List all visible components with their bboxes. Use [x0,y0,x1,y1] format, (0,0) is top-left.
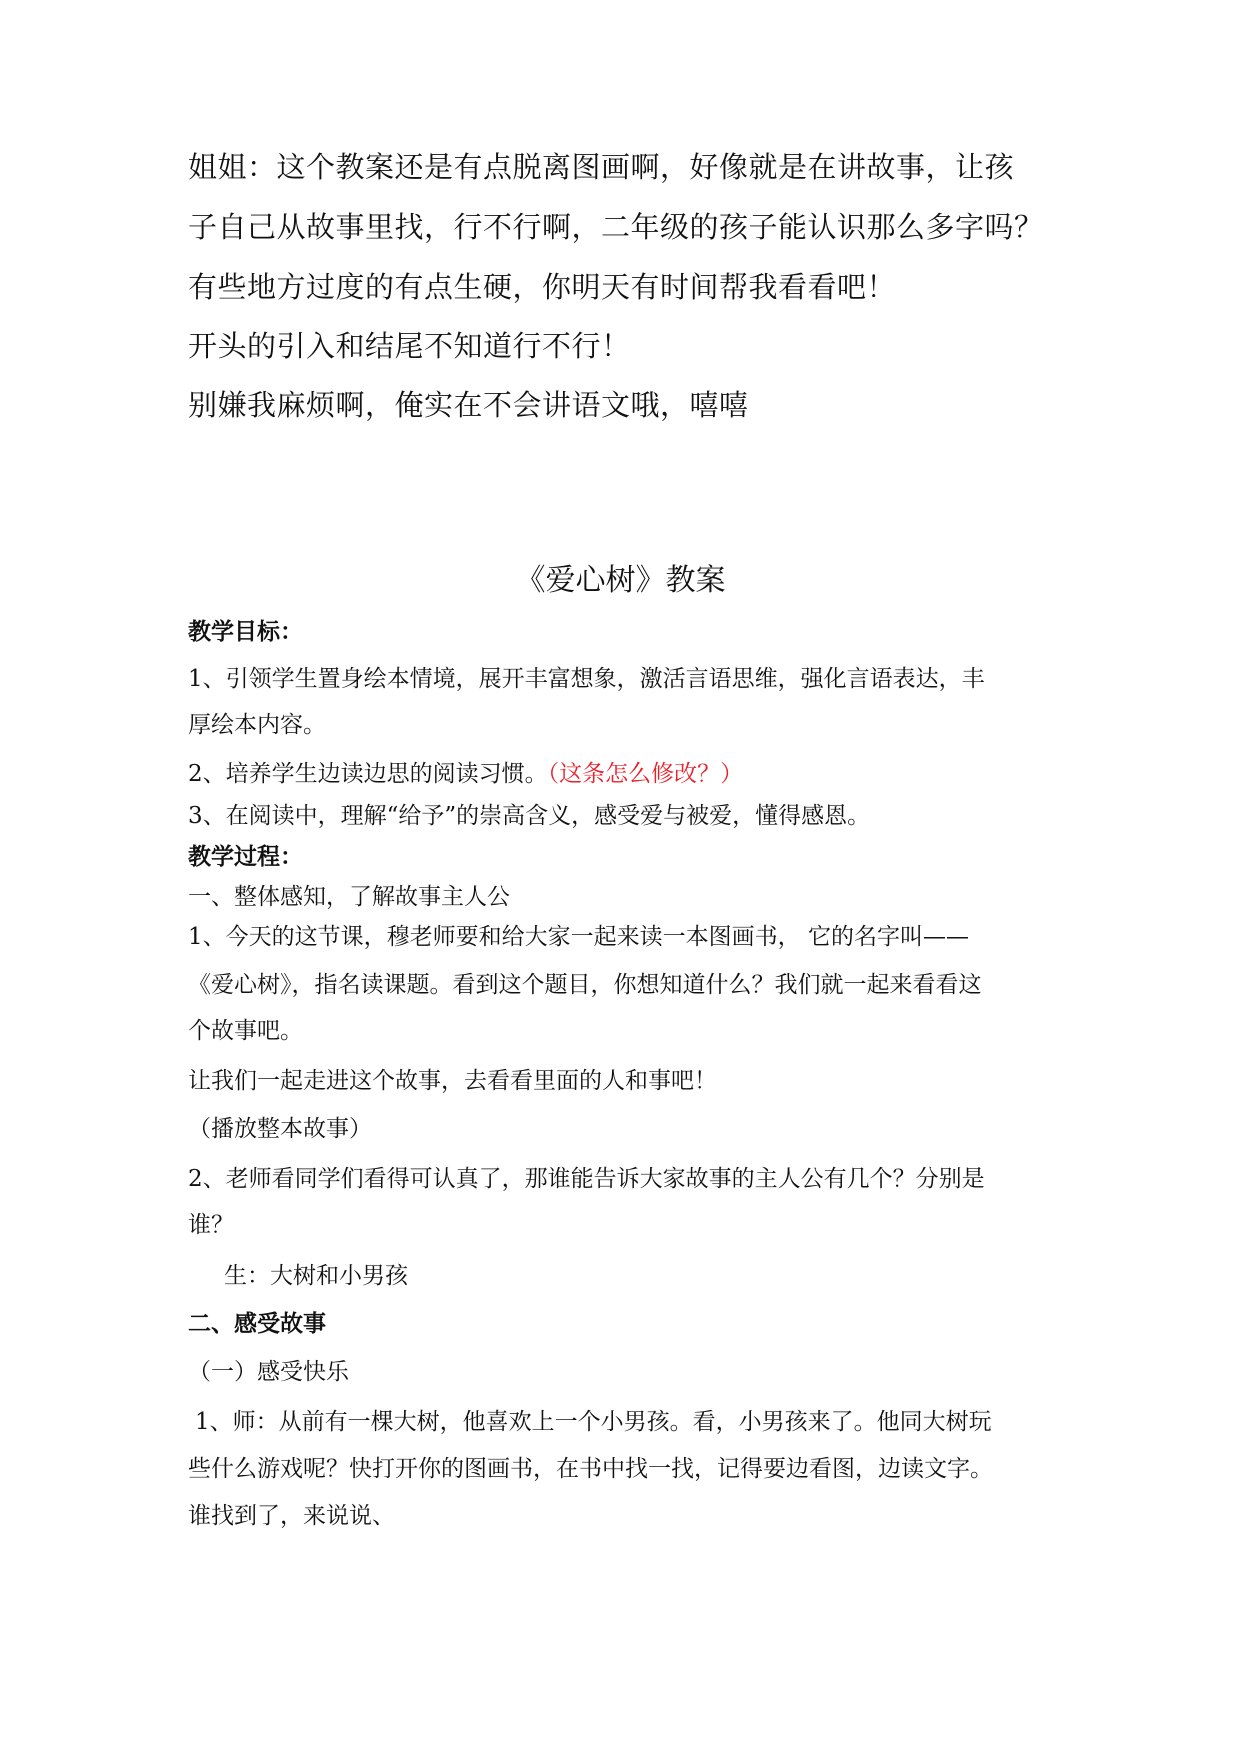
section-2-paragraph-1-line-3: 谁找到了，来说说、 [188,1503,395,1529]
student-answer: 生：大树和小男孩 [224,1263,408,1289]
section-2-heading: 二、感受故事 [188,1310,326,1337]
note-line-3: 有些地方过度的有点生硬，你明天有时间帮我看看吧！ [188,270,897,304]
section-2-paragraph-1-line-1: 1、师：从前有一棵大树，他喜欢上一个小男孩。看，小男孩来了。他同大树玩 [195,1409,992,1435]
objective-2-comment: （这条怎么修改？） [547,761,744,787]
objective-2 [188,755,743,788]
objectives-heading: 教学目标： [188,618,303,645]
section-1-paragraph-4-line-1: 2、老师看同学们看得可认真了，那谁能告诉大家故事的主人公有几个？分别是 [188,1166,985,1192]
section-1-paragraph-1-line-1: 1、今天的这节课，穆老师要和给大家一起来读一本图画书， 它的名字叫—— [188,924,969,950]
objective-1-line-1: 1、引领学生置身绘本情境，展开丰富想象，激活言语思维，强化言语表达，丰 [188,666,985,692]
section-1-paragraph-1-line-2: 《爱心树》，指名读课题。看到这个题目，你想知道什么？我们就一起来看看这 [188,972,982,998]
section-1-paragraph-2: 让我们一起走进这个故事，去看看里面的人和事吧！ [188,1068,717,1094]
section-2-paragraph-1-line-2: 些什么游戏呢？快打开你的图画书，在书中找一找，记得要边看图，边读文字。 [188,1456,993,1482]
note-line-1: 姐姐：这个教案还是有点脱离图画啊，好像就是在讲故事，让孩 [188,150,1015,184]
subsection-1-heading: （一）感受快乐 [188,1359,349,1385]
objective-1-line-2: 厚绘本内容。 [188,712,326,738]
process-heading: 教学过程： [188,843,303,870]
note-line-5: 别嫌我麻烦啊，俺实在不会讲语文哦，嘻嘻 [188,388,749,422]
objective-2-text: 2、培养学生边读边思的阅读习惯。 [188,761,548,787]
objective-3: 3、在阅读中，理解“给予”的崇高含义，感受爱与被爱，懂得感恩。 [188,803,871,829]
section-1-paragraph-4-line-2: 谁？ [188,1212,234,1238]
note-line-4: 开头的引入和结尾不知道行不行！ [188,329,631,363]
lesson-plan-title: 《爱心树》教案 [515,563,726,598]
section-1-heading: 一、整体感知，了解故事主人公 [188,884,510,910]
section-1-paragraph-1-line-3: 个故事吧。 [188,1018,303,1044]
section-1-paragraph-3: （播放整本故事） [188,1116,372,1142]
note-line-2: 子自己从故事里找，行不行啊，二年级的孩子能认识那么多字吗？ [188,210,1044,244]
